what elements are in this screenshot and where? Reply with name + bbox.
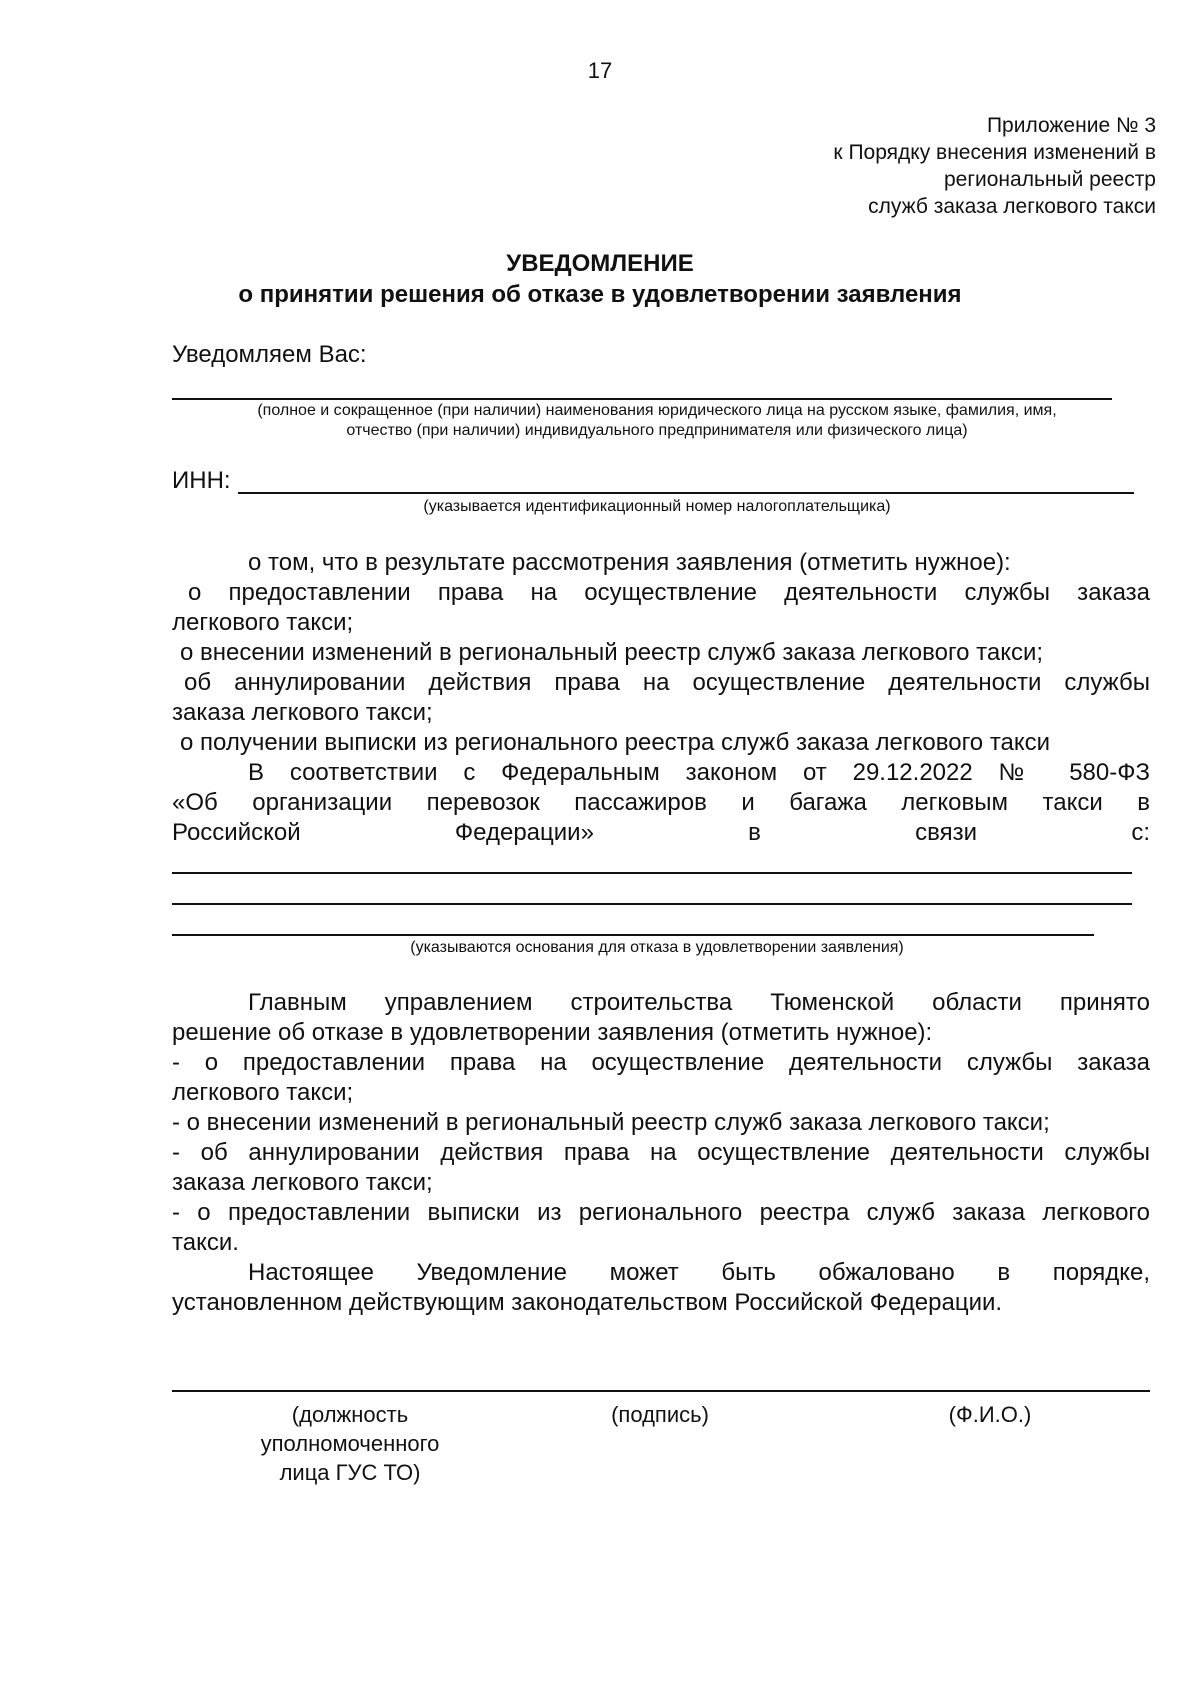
grounds-caption: (указываются основания для отказа в удовлетворении заявления) [410,939,904,956]
appendix-line: служб заказа легкового такси [868,195,1156,218]
document-title: УВЕДОМЛЕНИЕ [506,250,694,277]
option-provision: о предоставлении права на осуществление деятельности службы заказа [188,579,1150,606]
caption-line: (полное и сокращенное (при наличии) наименования юридического лица на русском языке, фамилия, имя, [257,402,1057,419]
recipient-caption [172,401,1142,441]
option-extract: о получении выписки из регионального реестра служб заказа легкового такси [180,729,1051,756]
decision-item-extract: - о предоставлении выписки из регионального реестра служб заказа легкового [172,1199,1150,1226]
appendix-line: региональный реестр [944,168,1156,191]
law-reference-end: Российской Федерации» в связи с: [172,819,1150,846]
grounds-line[interactable] [172,903,1132,905]
option-provision-cont: легкового такси; [172,609,354,636]
option-annul: об аннулировании действия права на осуществление деятельности службы [184,669,1150,696]
signature-caption: (должность [291,1402,409,1427]
decision-item-annul: - об аннулировании действия права на осуществление деятельности службы [172,1139,1150,1166]
appendix-line: к Порядку внесения изменений в [833,141,1156,164]
signature-caption: уполномоченного [260,1431,440,1456]
appendix-block [636,112,1156,220]
signature-caption: лица ГУС ТО) [279,1460,421,1485]
option-changes: о внесении изменений в региональный реестр служб заказа легкового такси; [180,639,1044,666]
caption-line: отчество (при наличии) индивидуального предпринимателя или физического лица) [346,422,968,439]
signature-line[interactable] [172,1390,1150,1392]
decision-item-annul-cont: заказа легкового такси; [172,1169,433,1196]
review-intro: о том, что в результате рассмотрения заявления (отметить нужное): [248,549,1011,576]
inn-input-line[interactable] [238,492,1134,494]
option-annul-cont: заказа легкового такси; [172,699,433,726]
appeal-notice: Настоящее Уведомление может быть обжаловано в порядке, [248,1259,1150,1286]
appeal-notice-cont: установленном действующим законодательством Российской Федерации. [172,1289,1003,1316]
signatory-position [220,1400,480,1487]
page-number: 17 [587,58,613,83]
grounds-line[interactable] [172,934,1094,936]
law-reference-cont: «Об организации перевозок пассажиров и багажа легковым такси в [172,789,1150,816]
law-reference: В соответствии с Федеральным законом от 29.12.2022 № 580-ФЗ [248,759,1150,786]
decision-item-provision-cont: легкового такси; [172,1079,354,1106]
notify-label: Уведомляем Вас: [172,341,367,368]
decision-item-extract-cont: такси. [172,1229,239,1256]
appendix-line: Приложение № 3 [986,114,1156,137]
grounds-line[interactable] [172,872,1132,874]
decision-item-provision: - о предоставлении права на осуществление деятельности службы заказа [172,1049,1150,1076]
document-subtitle: о принятии решения об отказе в удовлетворении заявления [238,281,962,308]
fio-field-label: (Ф.И.О.) [948,1402,1032,1427]
inn-label: ИНН: [172,467,231,494]
decision-statement: Главным управлением строительства Тюменской области принято [248,989,1150,1016]
signature-field-label: (подпись) [611,1402,709,1427]
decision-statement-cont: решение об отказе в удовлетворении заявления (отметить нужное): [172,1019,933,1046]
decision-item-changes: - о внесении изменений в региональный реестр служб заказа легкового такси; [172,1109,1050,1136]
inn-caption: (указывается идентификационный номер налогоплательщика) [423,498,891,515]
recipient-name-line[interactable] [172,398,1112,400]
